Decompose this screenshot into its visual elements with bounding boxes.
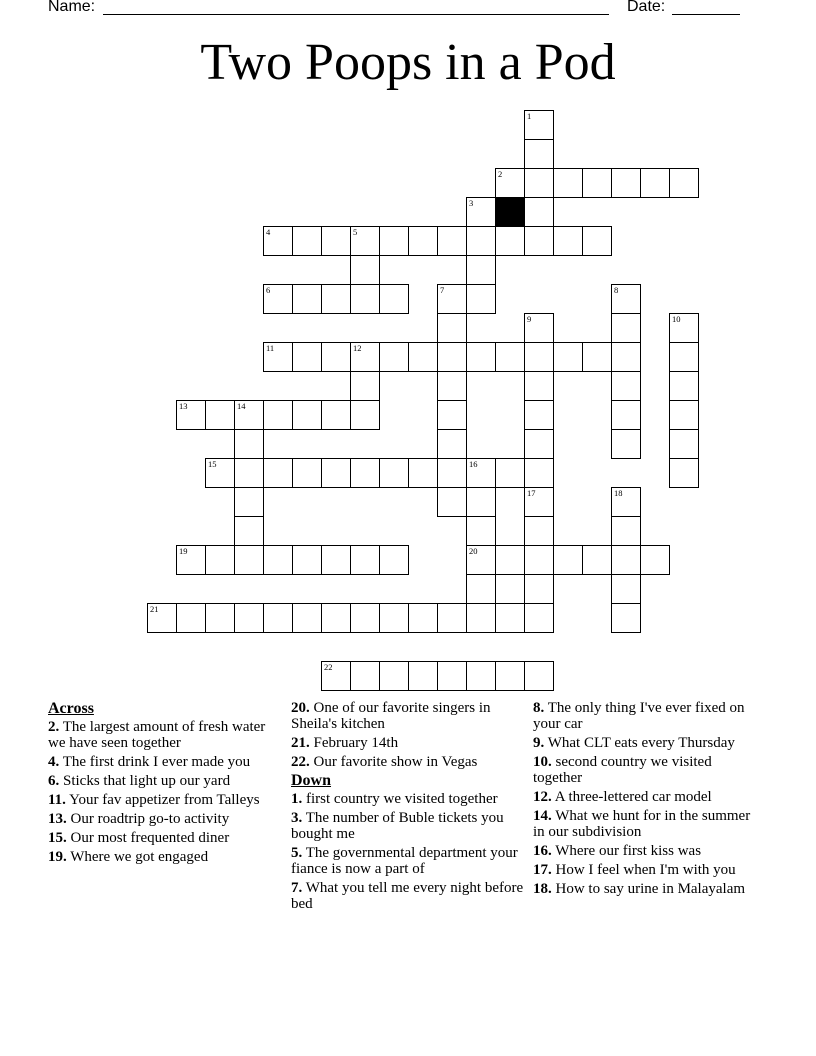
crossword-cell[interactable]	[234, 429, 264, 459]
clue-text: What we hunt for in the summer in our subdivision	[533, 808, 751, 840]
crossword-cell[interactable]	[611, 342, 641, 372]
clue-text: The first drink I ever made you	[62, 754, 251, 770]
crossword-cell[interactable]	[495, 603, 525, 633]
name-label: Name:	[48, 0, 96, 15]
down-clue	[533, 881, 763, 897]
across-clue	[291, 700, 524, 732]
crossword-cell[interactable]	[234, 603, 264, 633]
crossword-cell[interactable]	[582, 168, 612, 198]
clue-text: Where we got engaged	[70, 849, 209, 865]
clue-text: The governmental department your fiance is now a part of	[291, 845, 518, 877]
crossword-cell[interactable]	[437, 458, 467, 488]
crossword-cell[interactable]	[379, 342, 409, 372]
crossword-cell[interactable]	[321, 342, 351, 372]
clue-number: 12	[353, 343, 362, 353]
clue-number: 6	[266, 285, 271, 295]
crossword-cell[interactable]	[321, 400, 351, 430]
crossword-cell[interactable]	[466, 545, 496, 575]
crossword-cell[interactable]	[669, 168, 699, 198]
crossword-cell[interactable]	[466, 197, 496, 227]
crossword-cell[interactable]	[437, 342, 467, 372]
clue-label-number: 5.	[291, 845, 303, 861]
crossword-cell[interactable]	[263, 545, 293, 575]
crossword-cell[interactable]	[524, 168, 554, 198]
crossword-cell[interactable]	[408, 458, 438, 488]
clue-text: The only thing I've ever fixed on your car	[533, 700, 745, 732]
across-clue	[291, 735, 524, 751]
clue-label-number: 8.	[533, 700, 545, 716]
crossword-cell[interactable]	[466, 342, 496, 372]
crossword-cell[interactable]	[205, 545, 235, 575]
crossword-cell[interactable]	[466, 574, 496, 604]
crossword-cell[interactable]	[669, 458, 699, 488]
crossword-cell[interactable]	[408, 226, 438, 256]
crossword-cell[interactable]	[611, 400, 641, 430]
crossword-cell[interactable]	[611, 574, 641, 604]
clue-text: What you tell me every night before bed	[291, 880, 524, 912]
crossword-cell[interactable]	[466, 284, 496, 314]
crossword-cell[interactable]	[524, 371, 554, 401]
clue-label-number: 1.	[291, 791, 303, 807]
clue-number: 21	[150, 604, 159, 614]
crossword-cell[interactable]	[350, 255, 380, 285]
crossword-cell[interactable]	[234, 545, 264, 575]
crossword-cell[interactable]	[669, 371, 699, 401]
crossword-cell[interactable]	[292, 284, 322, 314]
crossword-cell[interactable]	[408, 661, 438, 691]
clue-number: 5	[353, 227, 358, 237]
crossword-cell[interactable]	[292, 342, 322, 372]
across-clue	[48, 792, 273, 808]
crossword-cell[interactable]	[234, 400, 264, 430]
crossword-cell[interactable]	[321, 661, 351, 691]
crossword-cell[interactable]	[524, 487, 554, 517]
clue-text: The largest amount of fresh water we have seen together	[48, 719, 266, 751]
clue-text: Our favorite show in Vegas	[313, 754, 478, 770]
crossword-cell[interactable]	[582, 342, 612, 372]
crossword-cell[interactable]	[640, 545, 670, 575]
clues-column-2	[291, 700, 524, 915]
clue-number: 3	[469, 198, 474, 208]
clue-number: 19	[179, 546, 188, 556]
crossword-cell[interactable]	[321, 545, 351, 575]
crossword-cell[interactable]	[176, 545, 206, 575]
crossword-cell[interactable]	[640, 168, 670, 198]
clue-label-number: 21.	[291, 735, 310, 751]
clue-text: What CLT eats every Thursday	[547, 735, 735, 751]
crossword-cell[interactable]	[524, 661, 554, 691]
clue-label-number: 10.	[533, 754, 552, 770]
crossword-cell[interactable]	[350, 400, 380, 430]
clue-label-number: 18.	[533, 881, 552, 897]
clue-label-number: 12.	[533, 789, 552, 805]
crossword-cell[interactable]	[524, 342, 554, 372]
clue-label-number: 17.	[533, 862, 552, 878]
crossword-cell[interactable]	[611, 313, 641, 343]
crossword-cell[interactable]	[263, 458, 293, 488]
down-clue	[291, 810, 524, 842]
across-clue	[48, 811, 273, 827]
clue-number: 22	[324, 662, 333, 672]
crossword-cell[interactable]	[263, 284, 293, 314]
crossword-cell[interactable]	[524, 226, 554, 256]
crossword-cell[interactable]	[582, 545, 612, 575]
across-clue	[48, 719, 273, 751]
clue-text: Your fav appetizer from Talleys	[69, 792, 260, 808]
clue-number: 4	[266, 227, 271, 237]
crossword-cell[interactable]	[524, 139, 554, 169]
down-clue	[533, 700, 763, 732]
crossword-cell[interactable]	[205, 458, 235, 488]
crossword-cell[interactable]	[669, 400, 699, 430]
crossword-cell[interactable]	[524, 400, 554, 430]
crossword-cell[interactable]	[263, 400, 293, 430]
clue-text: Sticks that light up our yard	[63, 773, 231, 789]
crossword-cell[interactable]	[379, 603, 409, 633]
crossword-cell[interactable]	[205, 603, 235, 633]
crossword-cell[interactable]	[437, 603, 467, 633]
clue-label-number: 20.	[291, 700, 310, 716]
across-clue	[291, 754, 524, 770]
crossword-cell[interactable]	[292, 545, 322, 575]
crossword-cell[interactable]	[437, 400, 467, 430]
across-clue	[48, 830, 273, 846]
clue-label-number: 9.	[533, 735, 545, 751]
crossword-cell[interactable]	[437, 429, 467, 459]
crossword-cell[interactable]	[466, 255, 496, 285]
clue-text: Where our first kiss was	[555, 843, 702, 859]
clue-number: 14	[237, 401, 246, 411]
black-cell	[495, 197, 525, 227]
crossword-cell[interactable]	[234, 458, 264, 488]
clue-text: The number of Buble tickets you bought me	[291, 810, 504, 842]
crossword-cell[interactable]	[495, 168, 525, 198]
crossword-cell[interactable]	[350, 661, 380, 691]
clue-number: 1	[527, 111, 532, 121]
clue-text: second country we visited together	[533, 754, 712, 786]
across-clue	[48, 773, 273, 789]
crossword-cell[interactable]	[524, 603, 554, 633]
crossword-cell[interactable]	[437, 661, 467, 691]
clues-column-3	[533, 700, 763, 900]
crossword-cell[interactable]	[263, 603, 293, 633]
crossword-cell[interactable]	[147, 603, 177, 633]
crossword-cell[interactable]	[321, 603, 351, 633]
clue-number: 7	[440, 285, 445, 295]
crossword-cell[interactable]	[408, 603, 438, 633]
crossword-cell[interactable]	[466, 516, 496, 546]
crossword-cell[interactable]	[524, 574, 554, 604]
down-clue	[533, 754, 763, 786]
crossword-cell[interactable]	[669, 342, 699, 372]
across-heading: Across	[48, 700, 94, 717]
crossword-cell[interactable]	[408, 342, 438, 372]
crossword-cell[interactable]	[234, 487, 264, 517]
crossword-cell[interactable]	[524, 516, 554, 546]
crossword-cell[interactable]	[582, 226, 612, 256]
clue-number: 11	[266, 343, 275, 353]
crossword-cell[interactable]	[292, 400, 322, 430]
down-clue	[291, 845, 524, 877]
clue-number: 10	[672, 314, 681, 324]
crossword-cell[interactable]	[611, 168, 641, 198]
crossword-cell[interactable]	[466, 226, 496, 256]
clue-number: 15	[208, 459, 217, 469]
crossword-cell[interactable]	[205, 400, 235, 430]
clue-label-number: 19.	[48, 849, 67, 865]
clue-label-number: 4.	[48, 754, 60, 770]
clue-text: One of our favorite singers in Sheila's kitchen	[291, 700, 491, 732]
clue-number: 16	[469, 459, 478, 469]
clue-label-number: 14.	[533, 808, 552, 824]
crossword-cell[interactable]	[379, 284, 409, 314]
crossword-cell[interactable]	[524, 197, 554, 227]
clue-number: 9	[527, 314, 532, 324]
crossword-cell[interactable]	[495, 226, 525, 256]
down-clue	[291, 791, 524, 807]
date-label: Date:	[627, 0, 666, 15]
crossword-cell[interactable]	[321, 458, 351, 488]
clue-label-number: 22.	[291, 754, 310, 770]
crossword-cell[interactable]	[379, 458, 409, 488]
clue-number: 18	[614, 488, 623, 498]
crossword-cell[interactable]	[611, 284, 641, 314]
crossword-cell[interactable]	[495, 458, 525, 488]
crossword-cell[interactable]	[553, 342, 583, 372]
crossword-cell[interactable]	[524, 110, 554, 140]
crossword-cell[interactable]	[292, 458, 322, 488]
crossword-cell[interactable]	[611, 603, 641, 633]
clue-number: 2	[498, 169, 503, 179]
clue-number: 13	[179, 401, 188, 411]
crossword-cell[interactable]	[611, 429, 641, 459]
clue-text: Our roadtrip go-to activity	[70, 811, 230, 827]
clue-label-number: 2.	[48, 719, 60, 735]
clue-label-number: 7.	[291, 880, 303, 896]
down-clue	[533, 789, 763, 805]
clue-label-number: 16.	[533, 843, 552, 859]
crossword-cell[interactable]	[379, 226, 409, 256]
crossword-cell[interactable]	[553, 226, 583, 256]
crossword-cell[interactable]	[524, 458, 554, 488]
crossword-cell[interactable]	[611, 516, 641, 546]
crossword-cell[interactable]	[495, 545, 525, 575]
clue-number: 17	[527, 488, 536, 498]
crossword-cell[interactable]	[437, 487, 467, 517]
clue-label-number: 11.	[48, 792, 66, 808]
clue-text: How I feel when I'm with you	[555, 862, 736, 878]
clue-text: How to say urine in Malayalam	[555, 881, 746, 897]
clue-text: February 14th	[313, 735, 399, 751]
crossword-cell[interactable]	[350, 545, 380, 575]
clue-label-number: 3.	[291, 810, 303, 826]
down-clue	[291, 880, 524, 912]
crossword-cell[interactable]	[234, 516, 264, 546]
crossword-cell[interactable]	[466, 487, 496, 517]
crossword-cell[interactable]	[292, 603, 322, 633]
clues-column-1	[48, 700, 273, 868]
crossword-cell[interactable]	[437, 371, 467, 401]
crossword-cell[interactable]	[437, 226, 467, 256]
down-clue	[533, 808, 763, 840]
crossword-cell[interactable]	[176, 603, 206, 633]
clue-label-number: 15.	[48, 830, 67, 846]
crossword-cell[interactable]	[553, 168, 583, 198]
crossword-cell[interactable]	[379, 545, 409, 575]
across-clue	[48, 754, 273, 770]
crossword-cell[interactable]	[321, 284, 351, 314]
crossword-cell[interactable]	[350, 342, 380, 372]
down-heading: Down	[291, 772, 332, 789]
crossword-cell[interactable]	[321, 226, 351, 256]
crossword-cell[interactable]	[466, 603, 496, 633]
crossword-cell[interactable]	[437, 313, 467, 343]
crossword-cell[interactable]	[495, 342, 525, 372]
crossword-cell[interactable]	[611, 545, 641, 575]
crossword-cell[interactable]	[350, 284, 380, 314]
crossword-cell[interactable]	[350, 226, 380, 256]
clue-label-number: 13.	[48, 811, 67, 827]
across-clue	[48, 849, 273, 865]
clue-text: Our most frequented diner	[70, 830, 230, 846]
crossword-cell[interactable]	[466, 458, 496, 488]
crossword-cell[interactable]	[176, 400, 206, 430]
crossword-cell[interactable]	[524, 313, 554, 343]
crossword-cell[interactable]	[466, 661, 496, 691]
crossword-cell[interactable]	[524, 429, 554, 459]
clue-number: 20	[469, 546, 478, 556]
crossword-cell[interactable]	[350, 458, 380, 488]
crossword-cell[interactable]	[611, 487, 641, 517]
crossword-cell[interactable]	[379, 661, 409, 691]
crossword-cell[interactable]	[292, 226, 322, 256]
crossword-cell[interactable]	[350, 371, 380, 401]
crossword-cell[interactable]	[669, 429, 699, 459]
clue-label-number: 6.	[48, 773, 60, 789]
crossword-cell[interactable]	[495, 661, 525, 691]
crossword-cell[interactable]	[669, 313, 699, 343]
clue-text: A three-lettered car model	[554, 789, 712, 805]
crossword-cell[interactable]	[553, 545, 583, 575]
down-clue	[533, 735, 763, 751]
puzzle-title: Two Poops in a Pod	[200, 34, 616, 91]
crossword-cell[interactable]	[611, 371, 641, 401]
crossword-cell[interactable]	[263, 342, 293, 372]
crossword-cell[interactable]	[437, 284, 467, 314]
crossword-cell[interactable]	[263, 226, 293, 256]
clue-number: 8	[614, 285, 619, 295]
clue-text: first country we visited together	[306, 791, 498, 807]
crossword-cell[interactable]	[350, 603, 380, 633]
down-clue	[533, 843, 763, 859]
down-clue	[533, 862, 763, 878]
crossword-cell[interactable]	[524, 545, 554, 575]
